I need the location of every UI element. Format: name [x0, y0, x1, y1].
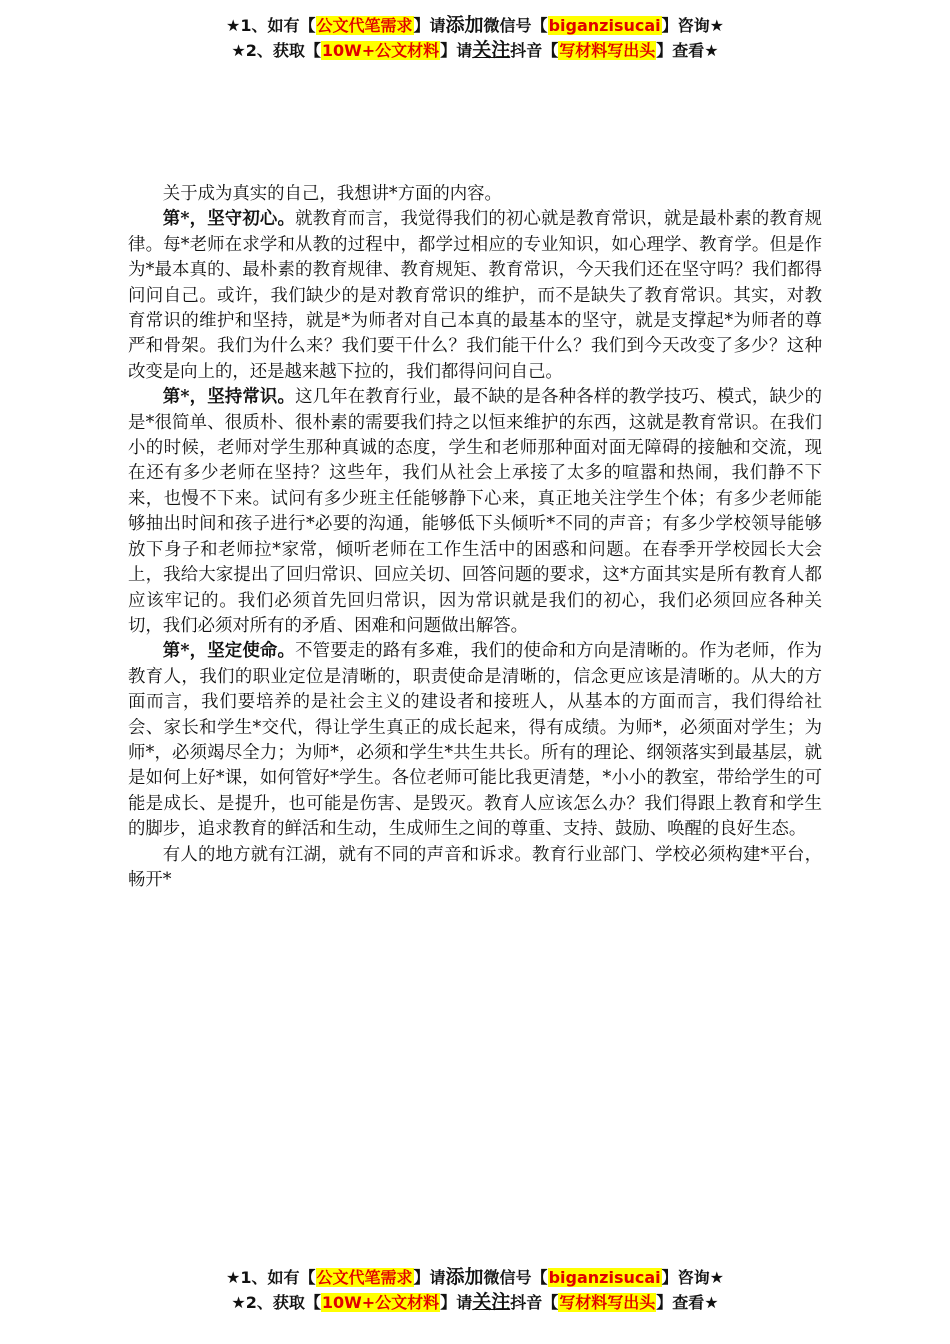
paragraph-text: 就教育而言，我觉得我们的初心就是教育常识，就是最朴素的教育规律。每*老师在求学和从教的过程中，都学过相应的专业知识，如心理学、教育学。但是作为*最本真的、最朴素的教育规律、教育规矩、教育常识，今天我们还在坚守吗？我们都得问问自己。或许，我们缺少的是对教育常识的维护，而不是缺失了教育常识。其实，对教育常识的维护和坚持，就是*为师者对自己本真的最基本的坚守，就是支撑起*为师者的尊严和骨架。我们为什么来？我们要干什么？我们能干什么？我们到今天改变了多少？这种改变是向上的，还是越来越下拉的，我们都得问问自己。	[128, 209, 822, 382]
banner-emphasis: 关注	[472, 39, 511, 61]
banner-text: 】咨询★	[661, 1268, 724, 1287]
banner-highlight: 写材料写出头	[559, 41, 656, 60]
banner-text: ★2、获取【	[231, 41, 321, 60]
banner-text: 微信号【	[483, 1268, 548, 1287]
banner-text: 抖音【	[510, 41, 559, 60]
header-banner	[0, 13, 950, 63]
banner-text: 】请	[413, 16, 446, 35]
banner-line-2	[0, 1290, 950, 1315]
banner-text: 】请	[440, 1293, 473, 1312]
banner-text: 抖音【	[510, 1293, 559, 1312]
banner-text: 】请	[413, 1268, 446, 1287]
paragraph-point-2	[128, 385, 822, 639]
banner-text: 】请	[440, 41, 473, 60]
document-body	[128, 182, 822, 893]
banner-emphasis: 添加	[445, 14, 484, 36]
paragraph-closing	[128, 843, 822, 894]
paragraph-text: 有人的地方就有江湖，就有不同的声音和诉求。教育行业部门、学校必须构建*平台，畅开*	[128, 844, 822, 890]
paragraph-lead: 第*，坚持常识。	[162, 387, 296, 408]
banner-line-2	[0, 38, 950, 63]
banner-emphasis: 关注	[472, 1291, 511, 1313]
banner-text: 】咨询★	[661, 16, 724, 35]
banner-text: ★1、如有【	[226, 16, 316, 35]
banner-text: 微信号【	[483, 16, 548, 35]
paragraph-intro	[128, 182, 822, 207]
paragraph-point-1	[128, 207, 822, 385]
banner-highlight: biganzisucai	[548, 1268, 661, 1287]
banner-line-1	[0, 13, 950, 38]
banner-line-1	[0, 1265, 950, 1290]
footer-banner	[0, 1265, 950, 1315]
paragraph-text: 不管要走的路有多难，我们的使命和方向是清晰的。作为老师，作为教育人，我们的职业定位是清晰的，职责使命是清晰的，信念更应该是清晰的。从大的方面而言，我们要培养的是社会主义的建设者和接班人，从基本的方面而言，我们得给社会、家长和学生*交代，得让学生真正的成长起来，得有成绩。为师*，必须面对学生；为师*，必须竭尽全力；为师*，必须和学生*共生共长。所有的理论、纲领落实到最基层，就是如何上好*课，如何管好*学生。各位老师可能比我更清楚，*小小的教室，带给学生的可能是成长、是提升，也可能是伤害、是毁灭。教育人应该怎么办？我们得跟上教育和学生的脚步，追求教育的鲜活和生动，生成师生之间的尊重、支持、鼓励、唤醒的良好生态。	[128, 641, 822, 840]
paragraph-lead: 第*，坚定使命。	[162, 641, 296, 662]
banner-highlight: biganzisucai	[548, 16, 661, 35]
banner-text: ★1、如有【	[226, 1268, 316, 1287]
banner-text: ★2、获取【	[231, 1293, 321, 1312]
paragraph-text: 关于成为真实的自己，我想讲*方面的内容。	[162, 184, 502, 204]
banner-highlight: 10W+公文材料	[321, 41, 440, 60]
banner-highlight: 公文代笔需求	[316, 1268, 413, 1287]
paragraph-lead: 第*，坚守初心。	[162, 209, 296, 230]
paragraph-text: 这几年在教育行业，最不缺的是各种各样的教学技巧、模式，缺少的是*很简单、很质朴、很朴素的需要我们持之以恒来维护的东西，这就是教育常识。在我们小的时候，老师对学生那种真诚的态度，学生和老师那种面对面无障碍的接触和交流，现在还有多少老师在坚持？这些年，我们从社会上承接了太多的喧嚣和热闹，我们静不下来，也慢不下来。试问有多少班主任能够静下心来，真正地关注学生个体；有多少老师能够抽出时间和孩子进行*必要的沟通，能够低下头倾听*不同的声音；有多少学校领导能够放下身子和老师拉*家常，倾听老师在工作生活中的困惑和问题。在春季开学校园长大会上，我给大家提出了回归常识、回应关切、回答问题的要求，这*方面其实是所有教育人都应该牢记的。我们必须首先回归常识，因为常识就是我们的初心，我们必须回应各种关切，我们必须对所有的矛盾、困难和问题做出解答。	[128, 387, 822, 636]
banner-emphasis: 添加	[445, 1266, 484, 1288]
banner-text: 】查看★	[656, 1293, 719, 1312]
banner-highlight: 10W+公文材料	[321, 1293, 440, 1312]
banner-highlight: 写材料写出头	[559, 1293, 656, 1312]
paragraph-point-3	[128, 639, 822, 842]
banner-highlight: 公文代笔需求	[316, 16, 413, 35]
banner-text: 】查看★	[656, 41, 719, 60]
